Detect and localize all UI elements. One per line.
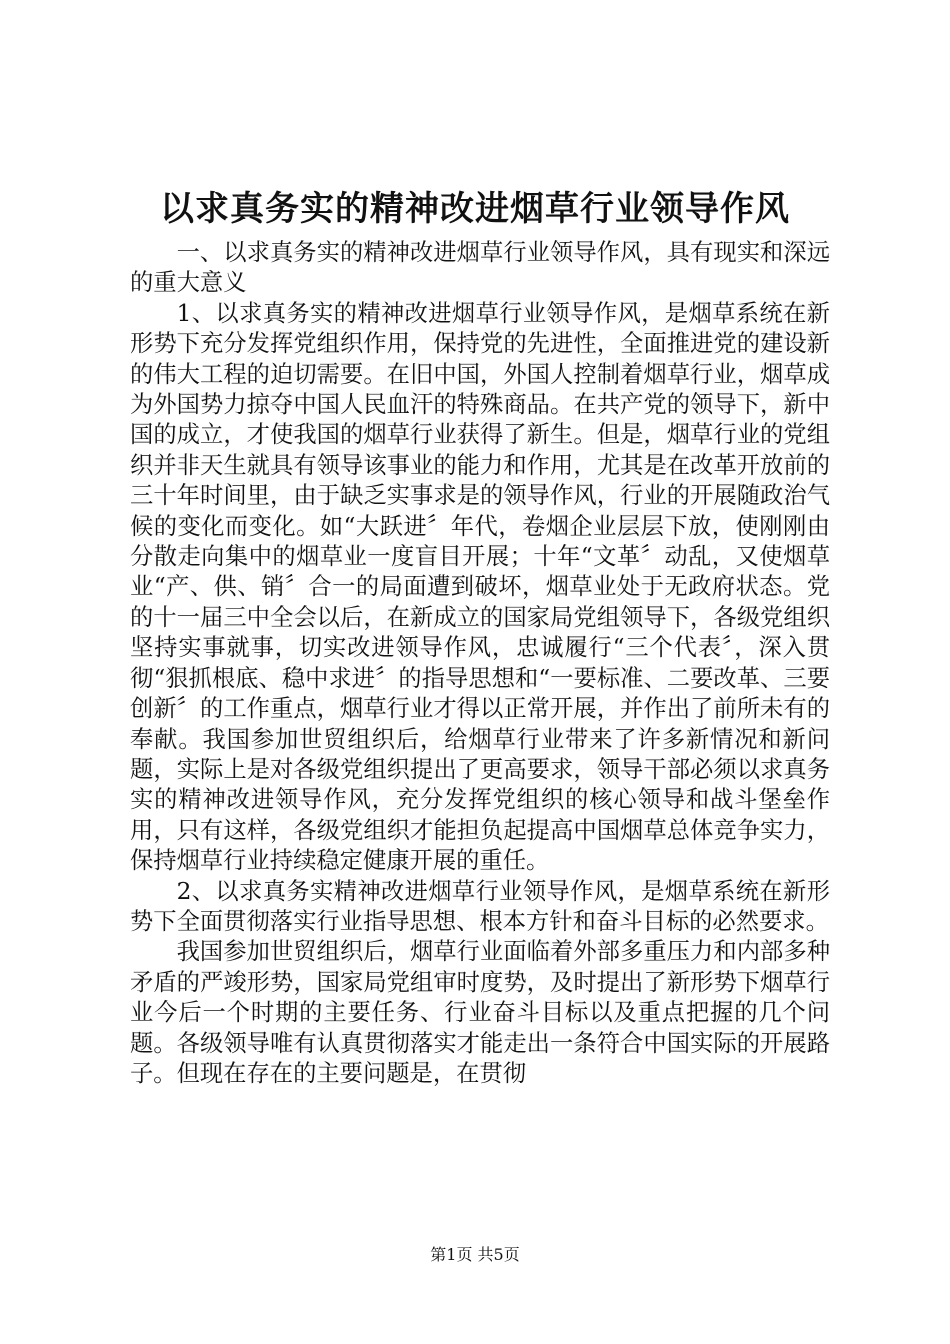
page-number: 第1页 共5页 [430,1245,520,1264]
document-body [130,238,830,1089]
paragraph-section-heading: 一、以求真务实的精神改进烟草行业领导作风，具有现实和深远的重大意义 [130,239,830,297]
paragraph-point-2: 2、以求真务实精神改进烟草行业领导作风，是烟草系统在新形势下全面贯彻落实行业指导思想、根本方针和奋斗目标的必然要求。 [130,877,830,935]
document-title: 以求真务实的精神改进烟草行业领导作风 [160,189,790,229]
paragraph-body: 我国参加世贸组织后，烟草行业面临着外部多重压力和内部多种矛盾的严竣形势，国家局党组审时度势，及时提出了新形势下烟草行业今后一个时期的主要任务、行业奋斗目标以及重点把握的几个问题。各级领导唯有认真贯彻落实才能走出一条符合中国实际的开展路子。但现在存在的主要问题是，在贯彻 [130,938,830,1087]
paragraph-point-1: 1、以求真务实的精神改进烟草行业领导作风，是烟草系统在新形势下充分发挥党组织作用，保持党的先进性，全面推进党的建设新的伟大工程的迫切需要。在旧中国，外国人控制着烟草行业，烟草成为外国势力掠夺中国人民血汗的特殊商品。在共产党的领导下，新中国的成立，才使我国的烟草行业获得了新生。但是，烟草行业的党组织并非天生就具有领导该事业的能力和作用，尤其是在改革开放前的三十年时间里，由于缺乏实事求是的领导作风，行业的开展随政治气候的变化而变化。如“大跃进〞年代，卷烟企业层层下放，使刚刚由分散走向集中的烟草业一度盲目开展；十年“文革〞动乱，又使烟草业“产、供、销〞合一的局面遭到破坏，烟草业处于无政府状态。党的十一届三中全会以后，在新成立的国家局党组领导下，各级党组织坚持实事就事，切实改进领导作风，忠诚履行“三个代表〞，深入贯彻“狠抓根底、稳中求进〞的指导思想和“一要标准、二要改革、三要创新〞的工作重点，烟草行业才得以正常开展，并作出了前所未有的奉献。我国参加世贸组织后，给烟草行业带来了许多新情况和新问题，实际上是对各级党组织提出了更高要求，领导干部必须以求真务实的精神改进领导作风，充分发挥党组织的核心领导和战斗堡垒作用，只有这样，各级党组织才能担负起提高中国烟草总体竞争实力，保持烟草行业持续稳定健康开展的重任。 [130,299,830,875]
